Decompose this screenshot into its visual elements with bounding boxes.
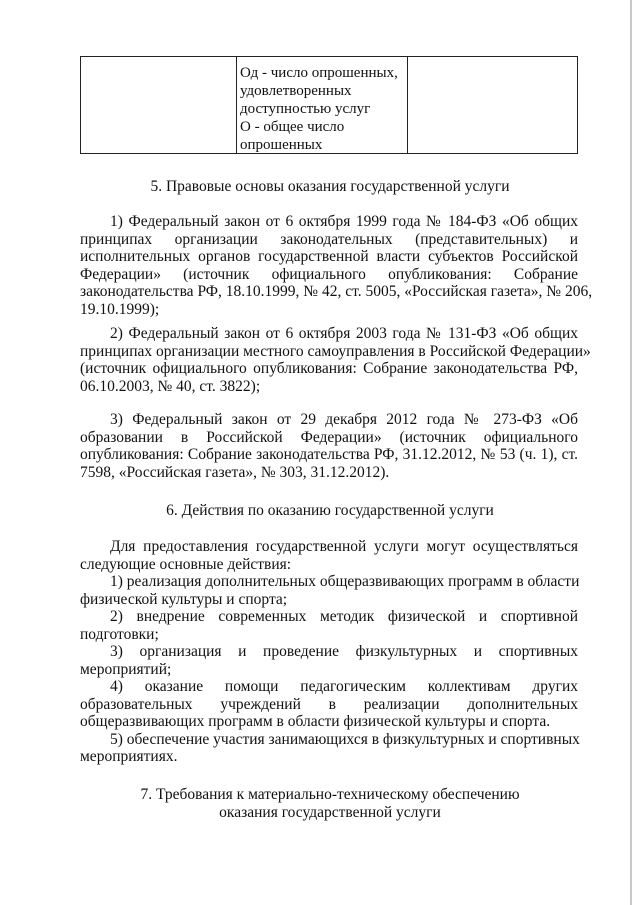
page-edge — [630, 0, 632, 905]
list-item-line: 5) обеспечение участия занимающихся в физкультурных и спортивных — [110, 730, 580, 748]
table-divider — [236, 57, 237, 153]
list-item-line: образовательных учреждений в реализации дополнительных — [80, 695, 578, 713]
table-cell-line: Од - число опрошенных, — [240, 65, 398, 81]
paragraph-line: 7598, «Российская газета», № 303, 31.12.2012). — [80, 463, 390, 481]
paragraph-line: 1) Федеральный закон от 6 октября 1999 года № 184-ФЗ «Об общих — [110, 213, 578, 230]
s5-paragraph-2 — [80, 325, 591, 395]
section-5-title: 5. Правовые основы оказания государственной услуги — [150, 178, 510, 195]
list-item-line: 3) организация и проведение физкультурных и спортивных — [110, 643, 578, 660]
list-item-line: 2) внедрение современных методик физической и спортивной — [110, 608, 578, 625]
section-6-title: 6. Действия по оказанию государственной услуги — [166, 502, 494, 519]
table-fragment — [80, 56, 578, 154]
paragraph-line: образовании в Российской Федерации» (источник официального — [80, 428, 578, 446]
s6-body — [80, 538, 578, 766]
section-7-title-line-2: оказания государственной услуги — [219, 804, 441, 821]
list-item-line: мероприятий; — [80, 660, 172, 678]
paragraph-line: Федерации» (источник официального опубликования: Собрание — [80, 265, 578, 283]
s5-paragraph-3 — [80, 411, 578, 481]
paragraph-line: (источник официального опубликования: Собрание законодательства РФ, — [80, 360, 578, 377]
list-item-line: 4) оказание помощи педагогическим коллективам других — [110, 678, 578, 695]
table-cell-line: удовлетворенных — [240, 83, 352, 99]
list-item-line: 1) реализация дополнительных общеразвивающих программ в области — [110, 573, 580, 590]
list-item-line: общеразвивающих программ в области физической культуры и спорта. — [80, 713, 551, 730]
list-item-line: подготовки; — [80, 625, 159, 643]
paragraph-line: 3) Федеральный закон от 29 декабря 2012 года № 273-ФЗ «Об — [110, 411, 578, 428]
paragraph-line: 19.10.1999); — [80, 300, 160, 318]
table-cell-line: доступностью услуг — [240, 101, 371, 117]
table-cell-line: О - общее число — [240, 119, 345, 135]
table-cell-formula-legend — [240, 64, 406, 154]
section-7-title-line-1: 7. Требования к материально-техническому обеспечению — [140, 786, 520, 803]
paragraph-line: 2) Федеральный закон от 6 октября 2003 года № 131-ФЗ «Об общих — [110, 325, 578, 342]
paragraph-line: исполнительных органов государственной власти субъектов Российской — [80, 248, 578, 265]
list-item-line: физической культуры и спорта; — [80, 590, 288, 608]
paragraph-line: принципах организации местного самоуправления в Российской Федерации» — [80, 342, 591, 360]
paragraph-line: принципах организации законодательных (представительных) и — [80, 230, 578, 248]
paragraph-line: законодательства РФ, 18.10.1999, № 42, ст. 5005, «Российская газета», № 206, — [80, 283, 593, 300]
paragraph-line: опубликования: Собрание законодательства РФ, 31.12.2012, № 53 (ч. 1), ст. — [80, 446, 578, 463]
s5-paragraph-1 — [80, 213, 593, 318]
paragraph-line: следующие основные действия: — [80, 555, 292, 573]
table-divider — [407, 57, 408, 153]
table-cell-line: опрошенных — [240, 137, 323, 153]
paragraph-line: 06.10.2003, № 40, ст. 3822); — [80, 377, 261, 395]
list-item-line: мероприятиях. — [80, 748, 178, 765]
paragraph-line: Для предоставления государственной услуги могут осуществляться — [110, 538, 578, 555]
